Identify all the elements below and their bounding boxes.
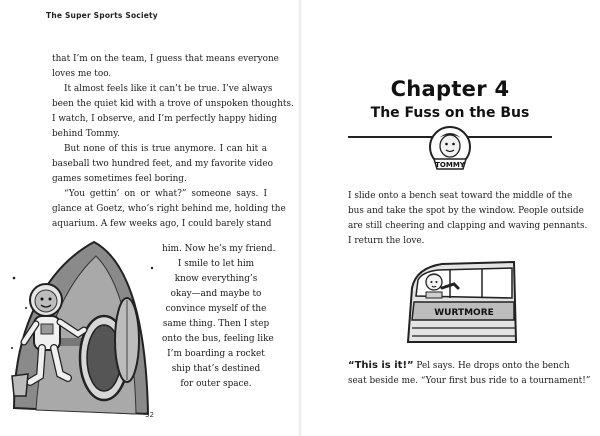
quote-rest: Pel says. He drops onto the bench: [413, 361, 570, 371]
text-line: same thing. Then I step: [162, 319, 270, 329]
text-line: glance at Goetz, who’s right behind me, holding the: [52, 204, 286, 214]
text-line: It almost feels like it can’t be true. I’ve always: [64, 84, 273, 94]
text-line: I smile to let him: [177, 259, 255, 269]
astronaut-illustration: [6, 238, 164, 424]
chapter-number: Chapter 4: [390, 77, 510, 101]
text-line: But none of this is true anymore. I can hit a: [64, 144, 267, 154]
text-line: are still cheering and clapping and waving pennants.: [348, 221, 588, 231]
bus-label: WURTMORE: [434, 308, 494, 318]
text-line: [348, 358, 590, 374]
text-line: I watch, I observe, and I’m perfectly happy hiding: [52, 114, 278, 124]
text-line: onto the bus, feeling like: [162, 334, 274, 344]
text-line: that I’m on the team, I guess that means everyone: [52, 54, 279, 64]
bus-illustration: [402, 258, 520, 350]
quote-speaker: “This is it!”: [348, 360, 414, 371]
text-line: okay—and maybe to: [170, 289, 262, 299]
text-line: games sometimes feel boring.: [52, 174, 187, 184]
quote-paragraph: [348, 358, 590, 389]
text-line: bus and take the spot by the window. People outside: [348, 206, 584, 216]
text-line: ship that’s destined: [171, 364, 261, 374]
text-line: baseball two hundred feet, and my favorite video: [52, 159, 273, 169]
right-page: [300, 0, 600, 436]
text-line: for outer space.: [180, 379, 252, 389]
text-line: I’m boarding a rocket: [167, 349, 265, 359]
running-head: The Super Sports Society: [46, 11, 158, 20]
page-number: 32: [145, 411, 154, 419]
text-line: “You gettin’ on or what?” someone says. I: [64, 189, 267, 199]
text-line: convince myself of the: [165, 304, 267, 314]
right-body-text: [348, 189, 587, 249]
text-line: loves me too.: [52, 69, 112, 79]
left-body-text: [52, 52, 294, 232]
tommy-badge-icon: [428, 125, 472, 175]
text-line: behind Tommy.: [52, 129, 120, 139]
text-line: him. Now he’s my friend.: [162, 244, 276, 254]
text-line: I slide onto a bench seat toward the middle of the: [348, 191, 573, 201]
text-line: seat beside me. “Your first bus ride to a tournament!”: [348, 376, 591, 386]
text-line: aquarium. A few weeks ago, I could barely stand: [52, 219, 272, 229]
chapter-title: The Fuss on the Bus: [370, 105, 530, 121]
text-line: I return the love.: [348, 236, 425, 246]
text-line: know everything’s: [174, 274, 258, 284]
text-line: been the quiet kid with a trove of unspoken thoughts.: [52, 99, 294, 109]
wrapped-text-column: [162, 242, 276, 392]
badge-label: TOMMY: [435, 161, 465, 169]
